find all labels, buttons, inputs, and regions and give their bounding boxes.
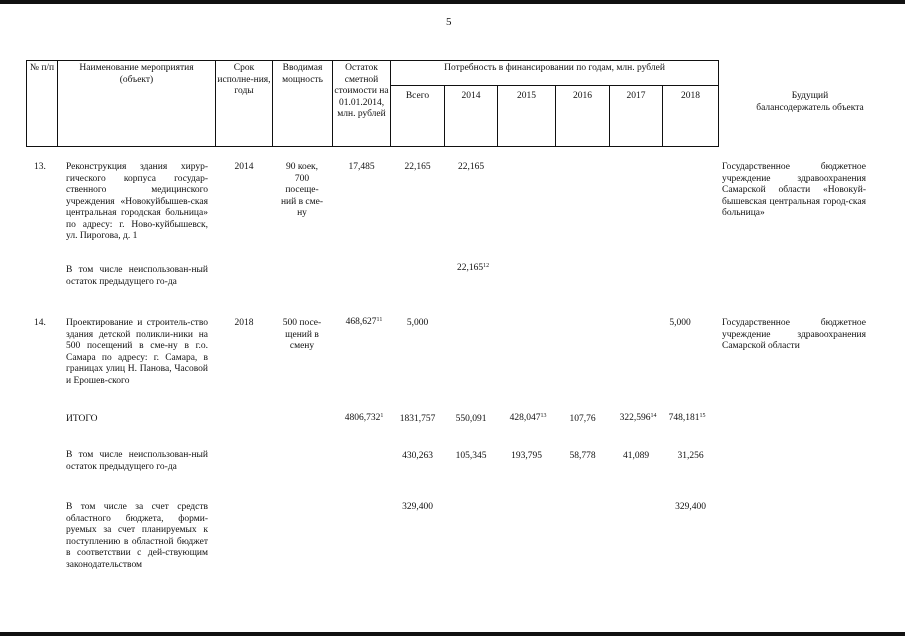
header-2018: 2018 [681, 91, 700, 101]
header-2016: 2016 [573, 91, 592, 101]
header-term: Срок исполне-ния, годы [217, 63, 271, 96]
header-name: Наименование мероприятия (объект) [79, 63, 194, 85]
row-2015: 428,047$^{13}$ [509, 413, 547, 423]
header-2014: 2014 [461, 91, 481, 101]
header-balance: Остаток сметной стоимости на 01.01.2014, млн. рублей [334, 63, 389, 119]
row-holder: Государственное бюджетное учреждение здравоохранения Самарской области [722, 318, 866, 351]
row-balance: 17,485 [348, 162, 375, 172]
row-name: В том числе за счет средств областного бюджета, форми-руемых за счет планируемых к поступлению в областной бюджет в соответствии с дей-ствующим законодательством [66, 502, 208, 570]
row-term: 2018 [234, 318, 254, 328]
row-2018: 31,256 [677, 451, 704, 461]
row-capacity: 90 коек, 700 посеще-ний в сме-ну [280, 162, 324, 218]
row-capacity: 500 посе-щений в смену [282, 318, 322, 351]
row-2018: 5,000 [669, 318, 691, 328]
row-num: 14. [34, 318, 46, 328]
row-2014: 22,165 [457, 162, 485, 172]
header-total: Всего [405, 91, 430, 101]
header-capacity: Вводимая мощность [282, 63, 323, 85]
page-number: 5 [446, 16, 452, 28]
row-2017: 41,089 [622, 451, 650, 461]
row-name: В том числе неиспользован-ный остаток предыдущего го-да [66, 450, 208, 472]
row-2016: 58,778 [569, 451, 596, 461]
row-2015: 193,795 [511, 451, 542, 461]
top-rule [0, 0, 905, 4]
row-term: 2014 [234, 162, 254, 172]
row-total: 430,263 [402, 451, 433, 461]
row-2014: 550,091 [455, 414, 487, 424]
row-name: Реконструкция здания хирур-гического корпуса государ-ственного медицинского учреждения «Новокуйбышев-ская центральная городская больница» по адресу: г. Ново-куйбышевск, ул. Пирогова, д. 1 [66, 162, 208, 241]
row-2018: 748,181$^{15}$ [668, 413, 706, 423]
row-2018: 329,400 [675, 502, 706, 512]
row-2014: 22,165$^{12}$ [456, 263, 490, 273]
row-total: 329,400 [402, 502, 433, 512]
row-total: 1831,757 [399, 414, 436, 424]
header-num: № п/п [29, 63, 55, 73]
row-balance: 468,627$^{11}$ [345, 317, 383, 327]
row-num: 13. [34, 162, 46, 172]
row-name: Проектирование и строитель-ство здания детской поликли-ники на 500 посещений в сме-ну в г.о. Самара по адресу: г. Самара, в границах улиц Н. Панова, Часовой и Ерошев-ского [66, 318, 208, 386]
header-2015: 2015 [517, 91, 536, 101]
header-2017: 2017 [626, 91, 646, 101]
row-name: ИТОГО [66, 414, 98, 424]
row-2016: 107,76 [569, 414, 596, 424]
bottom-rule [0, 632, 905, 636]
row-total: 22,165 [404, 162, 431, 172]
row-total: 5,000 [406, 318, 429, 328]
row-2017: 322,596$^{14}$ [619, 413, 657, 423]
row-2014: 105,345 [455, 451, 487, 461]
row-balance: 4806,732$^1$ [344, 413, 384, 423]
header-need: Потребность в финансировании по годам, млн. рублей [444, 63, 665, 73]
header-holder: Будущий балансодержатель объекта [756, 91, 864, 113]
row-name: В том числе неиспользован-ный остаток предыдущего го-да [66, 265, 208, 287]
row-holder: Государственное бюджетное учреждение здравоохранения Самарской области «Новокуй-бышевская центральная город-ская больница» [722, 162, 866, 218]
